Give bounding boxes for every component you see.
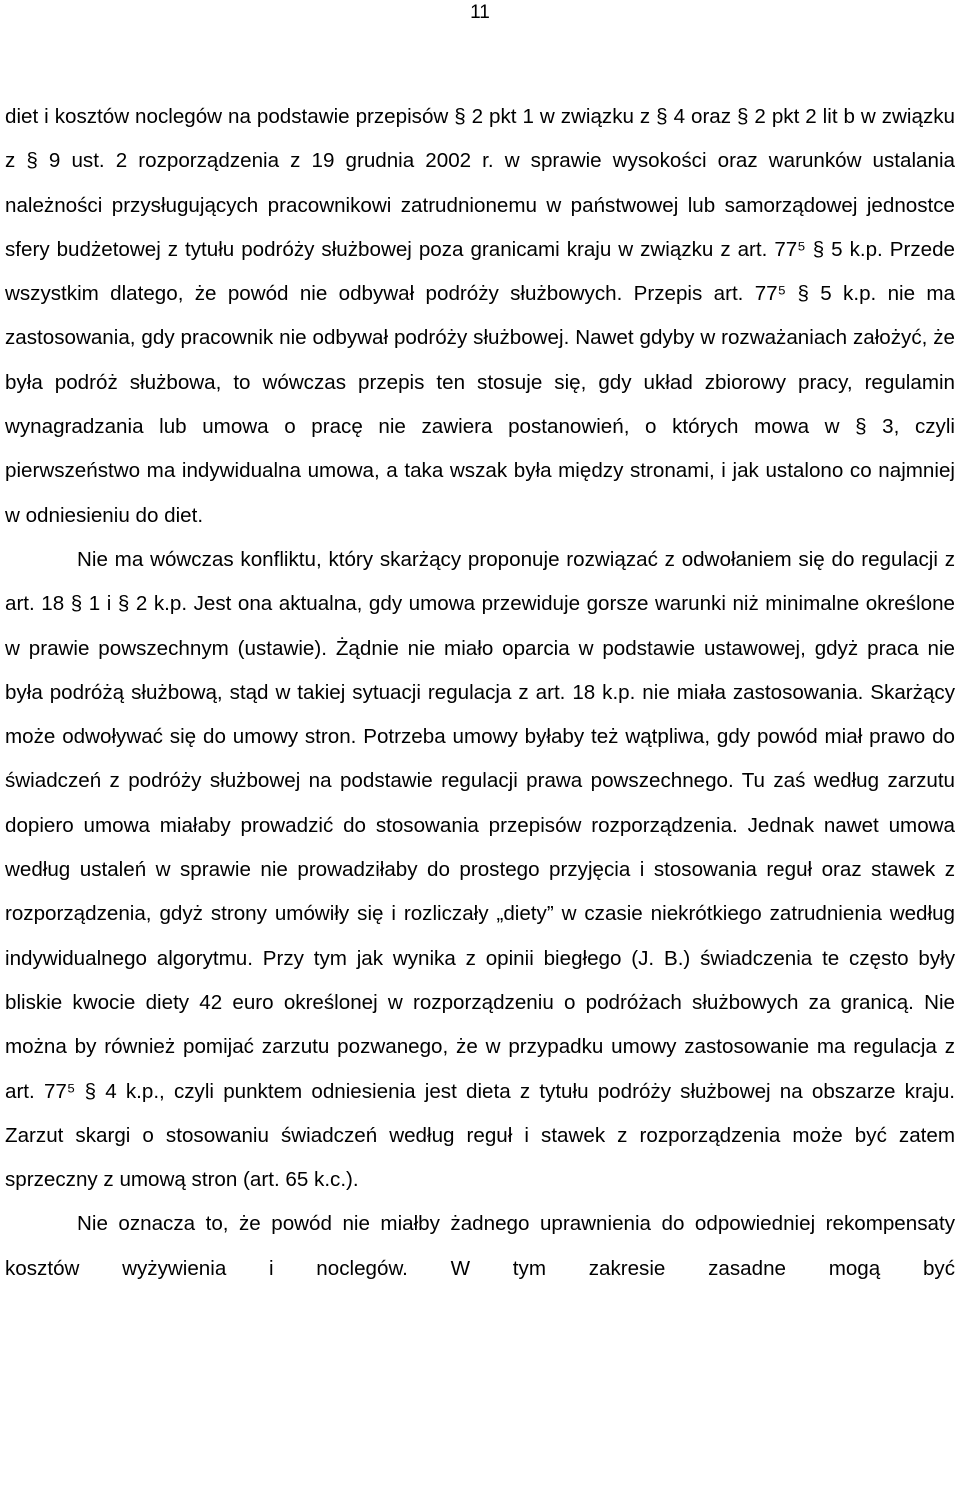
paragraph-3: Nie oznacza to, że powód nie miałby żadnego uprawnienia do odpowiedniej rekompensaty kosztów wyżywienia i noclegów. W tym zakresie zasadne mogą być xyxy=(5,1212,955,1280)
paragraph-2: Nie ma wówczas konfliktu, który skarżący proponuje rozwiązać z odwołaniem się do regulacji z art. 18 § 1 i § 2 k.p. Jest ona aktualna, gdy umowa przewiduje gorsze warunki niż minimalne określone w prawie powszechnym (ustawie). Żądnie nie miało oparcia w podstawie ustawowej, gdyż praca nie była podróżą służbową, stąd w takiej sytuacji regulacja z art. 18 k.p. nie miała zastosowania. Skarżący może odwoływać się do umowy stron. Potrzeba umowy byłaby też wątpliwa, gdy powód miał prawo do świadczeń z podróży służbowej na podstawie regulacji prawa powszechnego. Tu zaś według zarzutu dopiero umowa miałaby prowadzić do stosowania przepisów rozporządzenia. Jednak nawet umowa według ustaleń w sprawie nie prowadziłaby do prostego przyjęcia i stosowania reguł oraz stawek z rozporządzenia, gdyż strony umówiły się i rozliczały „diety” w czasie niekrótkiego zatrudnienia według indywidualnego algorytmu. Przy tym jak wynika z opinii biegłego (J. B.) świadczenia te często były bliskie kwocie diety 42 euro określonej w rozporządzeniu o podróżach służbowych za granicą. Nie można by również pomijać zarzutu pozwanego, że w przypadku umowy zastosowanie ma regulacja z art. 77⁵ § 4 k.p., czyli punktem odniesienia jest dieta z tytułu podróży służbowej na obszarze kraju. Zarzut skargi o stosowaniu świadczeń według reguł i stawek z rozporządzenia może być zatem sprzeczny z umową stron (art. 65 k.c.). xyxy=(5,547,955,1192)
paragraph-1: diet i kosztów noclegów na podstawie przepisów § 2 pkt 1 w związku z § 4 oraz § 2 pkt 2 lit b w związku z § 9 ust. 2 rozporządzenia z 19 grudnia 2002 r. w sprawie wysokości oraz warunków ustalania należności przysługujących pracownikowi zatrudnionemu w państwowej lub samorządowej jednostce sfery budżetowej z tytułu podróży służbowej poza granicami kraju w związku z art. 77⁵ § 5 k.p. Przede wszystkim dlatego, że powód nie odbywał podróży służbowych. Przepis art. 77⁵ § 5 k.p. nie ma zastosowania, gdy pracownik nie odbywał podróży służbowej. Nawet gdyby w rozważaniach założyć, że była podróż służbowa, to wówczas przepis ten stosuje się, gdy układ zbiorowy pracy, regulamin wynagradzania lub umowa o pracę nie zawiera postanowień, o których mowa w § 3, czyli pierwszeństwo ma indywidualna umowa, a taka wszak była między stronami, i jak ustalono co najmniej w odniesieniu do diet. xyxy=(5,105,955,527)
page-number: 11 xyxy=(470,2,490,23)
document-body xyxy=(5,95,955,1291)
